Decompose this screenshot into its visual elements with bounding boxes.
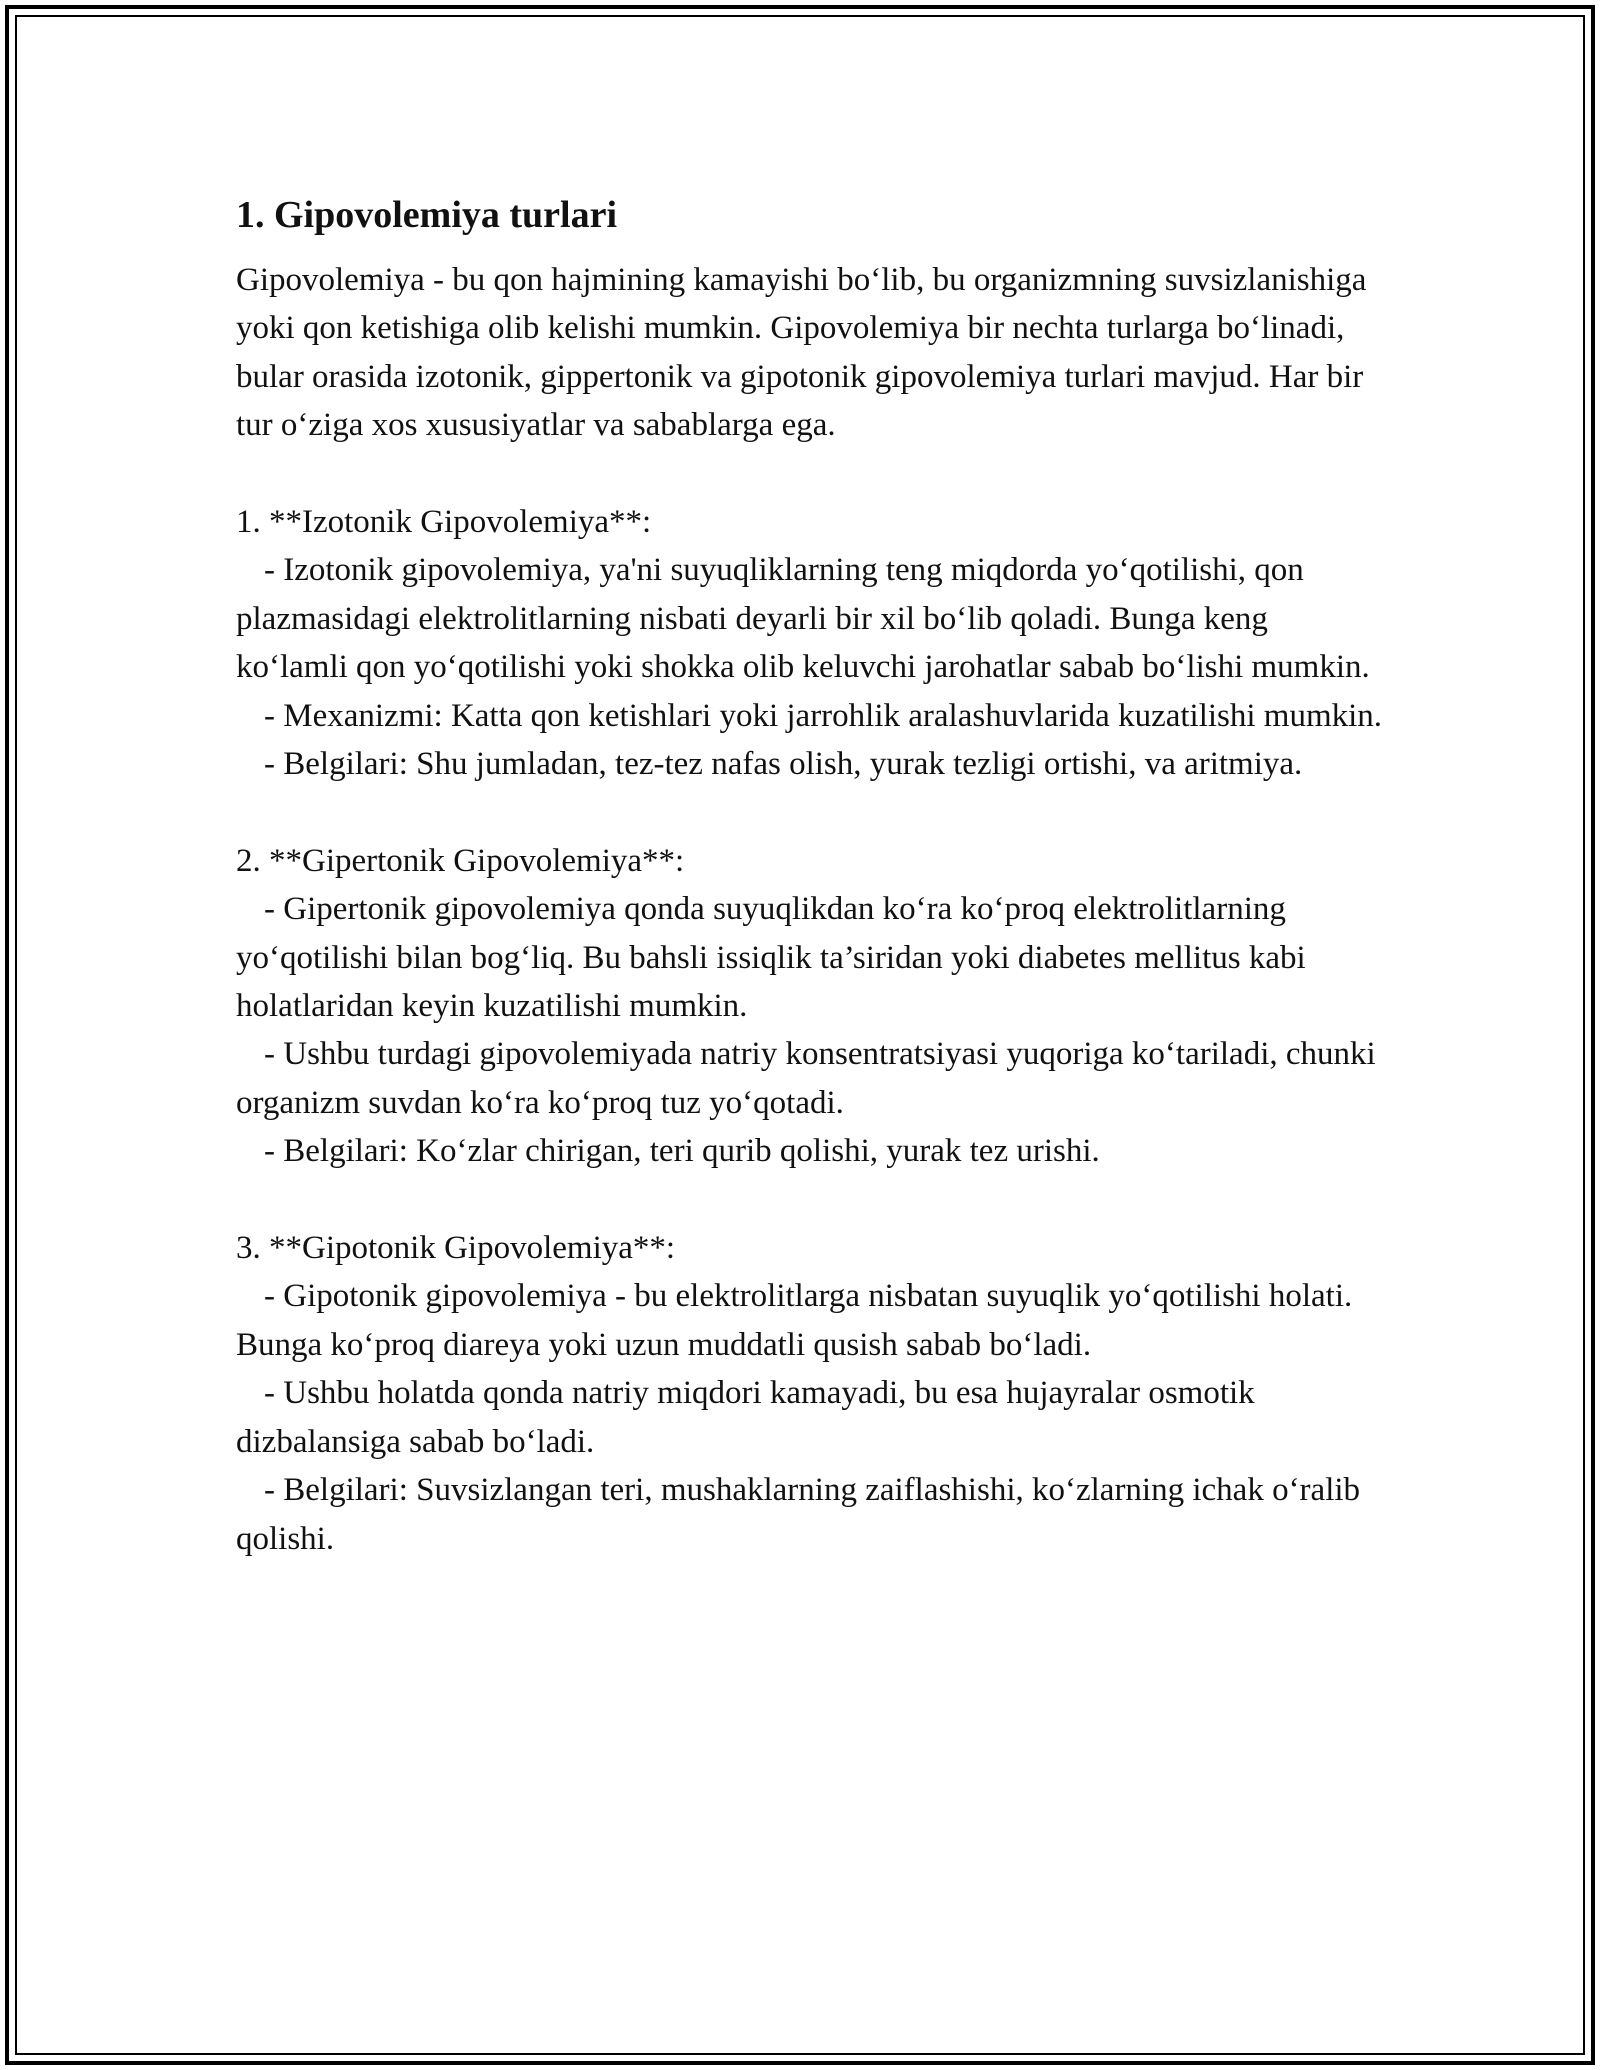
section-item: - Izotonik gipovolemiya, ya'ni suyuqliklarning teng miqdorda yo‘qotilishi, qon plazmasidagi elektrolitlarning nisbati deyarli bir xil bo‘lib qoladi. Bunga keng ko‘lamli qon yo‘qotilishi yoki shokka olib keluvchi jarohatlar sabab bo‘lishi mumkin. (236, 552, 1370, 686)
section-item: - Mexanizmi: Katta qon ketishlari yoki jarrohlik aralashuvlarida kuzatilishi mumkin. (264, 697, 1383, 734)
document-title: 1. Gipovolemiya turlari (236, 194, 618, 236)
intro-paragraph: Gipovolemiya - bu qon hajmining kamayishi bo‘lib, bu organizmning suvsizlanishiga yoki qon ketishiga olib kelishi mumkin. Gipovolemiya bir nechta turlarga bo‘linadi, bular orasida izotonik, gippertonik va gipotonik gipovolemiya turlari mavjud. Har bir tur o‘ziga xos xususiyatlar va sabablarga ega. (236, 262, 1367, 444)
document-body (236, 192, 1386, 1563)
section-izotonik (236, 498, 1386, 788)
section-gipertonik (236, 837, 1386, 1176)
section-heading: 3. **Gipotonik Gipovolemiya**: (236, 1230, 676, 1267)
section-item: - Belgilari: Ko‘zlar chirigan, teri qurib qolishi, yurak tez urishi. (264, 1133, 1100, 1170)
section-item: - Ushbu turdagi gipovolemiyada natriy konsentratsiyasi yuqoriga ko‘tariladi, chunki organizm suvdan ko‘ra ko‘proq tuz yo‘qotadi. (236, 1036, 1376, 1121)
section-heading: 1. **Izotonik Gipovolemiya**: (236, 504, 652, 541)
section-gipotonik (236, 1224, 1386, 1563)
section-item: - Gipotonik gipovolemiya - bu elektrolitlarga nisbatan suyuqlik yo‘qotilishi holati. Bunga ko‘proq diareya yoki uzun muddatli qusish sabab bo‘ladi. (236, 1278, 1353, 1363)
section-item: - Belgilari: Suvsizlangan teri, mushaklarning zaiflashishi, ko‘zlarning ichak o‘ralib qolishi. (236, 1472, 1361, 1557)
section-heading: 2. **Gipertonik Gipovolemiya**: (236, 842, 685, 879)
section-item: - Ushbu holatda qonda natriy miqdori kamayadi, bu esa hujayralar osmotik dizbalansiga sabab bo‘ladi. (236, 1375, 1255, 1460)
section-item: - Belgilari: Shu jumladan, tez-tez nafas olish, yurak tezligi ortishi, va aritmiya. (264, 746, 1303, 783)
section-item: - Gipertonik gipovolemiya qonda suyuqlikdan ko‘ra ko‘proq elektrolitlarning yo‘qotilishi bilan bog‘liq. Bu bahsli issiqlik ta’siridan yoki diabetes mellitus kabi holatlaridan keyin kuzatilishi mumkin. (236, 891, 1306, 1025)
